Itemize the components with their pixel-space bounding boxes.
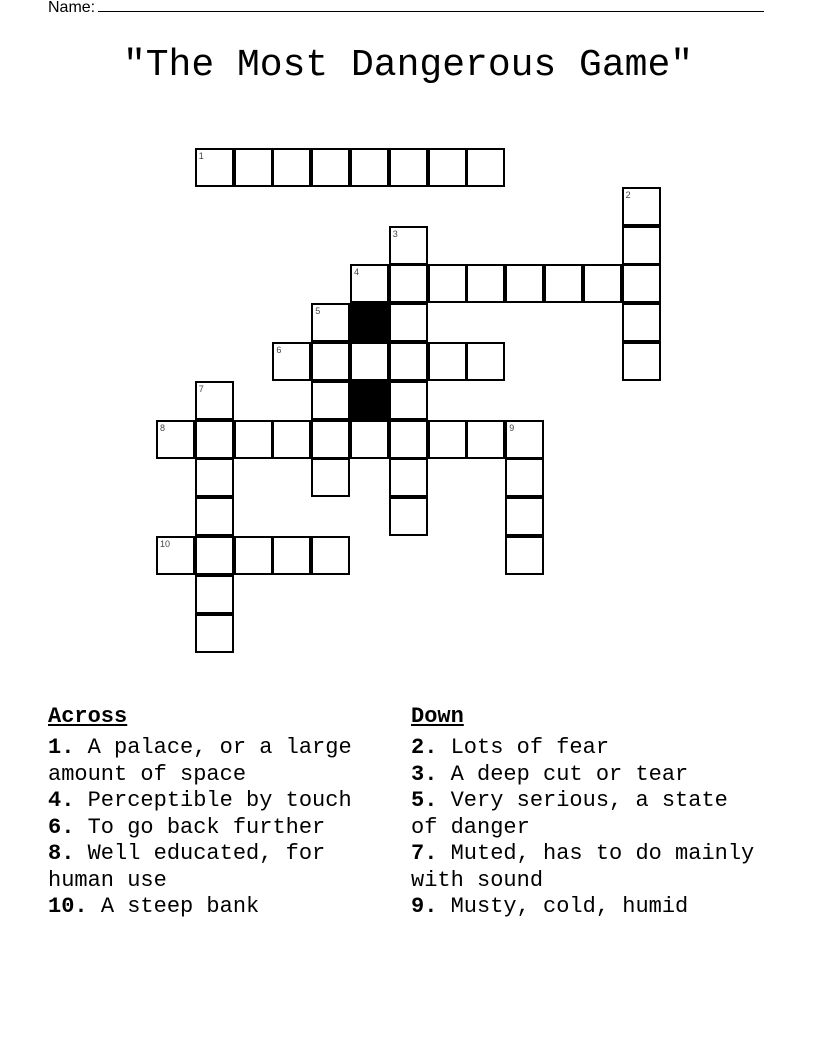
- crossword-cell[interactable]: [272, 420, 311, 459]
- crossword-cell[interactable]: [195, 536, 234, 575]
- crossword-cell[interactable]: [544, 264, 583, 303]
- clue-number: 2: [625, 189, 631, 200]
- clue-number-label: 2.: [411, 735, 438, 760]
- crossword-cell[interactable]: [466, 420, 505, 459]
- crossword-cell[interactable]: [311, 458, 350, 497]
- clue-number-label: 8.: [48, 841, 75, 866]
- crossword-cell[interactable]: [389, 148, 428, 187]
- crossword-cell[interactable]: [195, 458, 234, 497]
- clue-number-label: 4.: [48, 788, 75, 813]
- crossword-cell[interactable]: [311, 148, 350, 187]
- clue-text: A palace, or a large amount of space: [48, 735, 352, 787]
- across-clues: [48, 703, 388, 921]
- clue-number: 5: [315, 306, 321, 317]
- clue-number-label: 5.: [411, 788, 438, 813]
- crossword-cell[interactable]: [195, 148, 234, 187]
- down-clue: [411, 841, 761, 894]
- across-clue: [48, 788, 388, 815]
- crossword-cell[interactable]: [389, 342, 428, 381]
- across-heading: Across: [48, 704, 128, 729]
- clue-text: Very serious, a state of danger: [411, 788, 728, 840]
- crossword-cell[interactable]: [350, 148, 389, 187]
- down-clue: [411, 788, 761, 841]
- clue-number-label: 9.: [411, 894, 438, 919]
- crossword-cell[interactable]: [195, 497, 234, 536]
- crossword-cell[interactable]: [234, 536, 273, 575]
- clue-number: 9: [509, 422, 515, 433]
- down-heading: Down: [411, 704, 464, 729]
- across-clue: [48, 894, 388, 921]
- crossword-cell[interactable]: [505, 458, 544, 497]
- crossword-cell[interactable]: [622, 226, 661, 265]
- clue-number-label: 7.: [411, 841, 438, 866]
- clue-number-label: 6.: [48, 814, 75, 840]
- clue-text: Well educated, for human use: [48, 841, 326, 893]
- crossword-cell[interactable]: [505, 497, 544, 536]
- crossword-cell[interactable]: [272, 536, 311, 575]
- across-clue: [48, 735, 388, 788]
- clue-text: Lots of fear: [450, 735, 610, 760]
- crossword-cell[interactable]: [311, 342, 350, 381]
- clue-number: 7: [198, 383, 204, 394]
- crossword-cell[interactable]: [389, 497, 428, 536]
- crossword-cell[interactable]: [428, 420, 467, 459]
- crossword-cell[interactable]: [466, 342, 505, 381]
- crossword-cell[interactable]: [156, 420, 195, 459]
- clue-number-label: 1.: [48, 735, 75, 760]
- crossword-cell[interactable]: [195, 420, 234, 459]
- crossword-cell[interactable]: [311, 303, 350, 342]
- crossword-cell[interactable]: [428, 342, 467, 381]
- clue-text: Muted, has to do mainly with sound: [411, 841, 755, 893]
- crossword-cell[interactable]: [350, 264, 389, 303]
- crossword-cell[interactable]: [583, 264, 622, 303]
- crossword-cell[interactable]: [195, 575, 234, 614]
- black-square: [350, 303, 389, 342]
- clue-number: 10: [160, 539, 171, 549]
- crossword-cell[interactable]: [234, 148, 273, 187]
- crossword-cell[interactable]: [622, 303, 661, 342]
- crossword-cell[interactable]: [272, 342, 311, 381]
- crossword-cell[interactable]: [350, 420, 389, 459]
- clue-text: Perceptible by touch: [87, 788, 352, 813]
- across-clue: [48, 815, 388, 842]
- clue-number: 3: [392, 228, 398, 239]
- crossword-cell[interactable]: [311, 536, 350, 575]
- down-clue: [411, 735, 761, 762]
- page-title: "The Most Dangerous Game": [122, 44, 694, 87]
- clue-number-label: 3.: [411, 761, 438, 787]
- crossword-cell[interactable]: [505, 264, 544, 303]
- crossword-cell[interactable]: [389, 264, 428, 303]
- crossword-cell[interactable]: [389, 420, 428, 459]
- clue-number: 6: [276, 345, 282, 355]
- clue-number: 8: [160, 422, 166, 433]
- black-square: [350, 381, 389, 420]
- crossword-cell[interactable]: [466, 148, 505, 187]
- crossword-cell[interactable]: [428, 148, 467, 187]
- crossword-cell[interactable]: [389, 303, 428, 342]
- down-clue: [411, 762, 761, 789]
- crossword-cell[interactable]: [234, 420, 273, 459]
- crossword-cell[interactable]: [156, 536, 195, 575]
- clue-number-label: 10.: [48, 894, 88, 919]
- crossword-cell[interactable]: [195, 381, 234, 420]
- crossword-cell[interactable]: [505, 420, 544, 459]
- crossword-cell[interactable]: [622, 264, 661, 303]
- crossword-cell[interactable]: [622, 187, 661, 226]
- down-clue: [411, 894, 761, 921]
- clue-number: 1: [198, 151, 204, 161]
- crossword-cell[interactable]: [622, 342, 661, 381]
- crossword-cell[interactable]: [311, 420, 350, 459]
- clue-number: 4: [354, 267, 360, 278]
- crossword-cell[interactable]: [466, 264, 505, 303]
- crossword-cell[interactable]: [428, 264, 467, 303]
- crossword-cell[interactable]: [505, 536, 544, 575]
- across-clue-list: [48, 735, 388, 921]
- crossword-cell[interactable]: [272, 148, 311, 187]
- crossword-cell[interactable]: [389, 458, 428, 497]
- clue-text: A deep cut or tear: [450, 761, 689, 787]
- name-label: Name:: [48, 0, 96, 16]
- crossword-cell[interactable]: [350, 342, 389, 381]
- crossword-cell[interactable]: [311, 381, 350, 420]
- crossword-cell[interactable]: [389, 226, 428, 265]
- down-clue-list: [411, 735, 761, 921]
- across-clue: [48, 841, 388, 894]
- crossword-cell[interactable]: [389, 381, 428, 420]
- clue-text: To go back further: [87, 814, 326, 840]
- clue-text: A steep bank: [100, 894, 260, 919]
- crossword-cell[interactable]: [195, 614, 234, 653]
- down-clues: [411, 703, 761, 921]
- clue-text: Musty, cold, humid: [450, 894, 689, 919]
